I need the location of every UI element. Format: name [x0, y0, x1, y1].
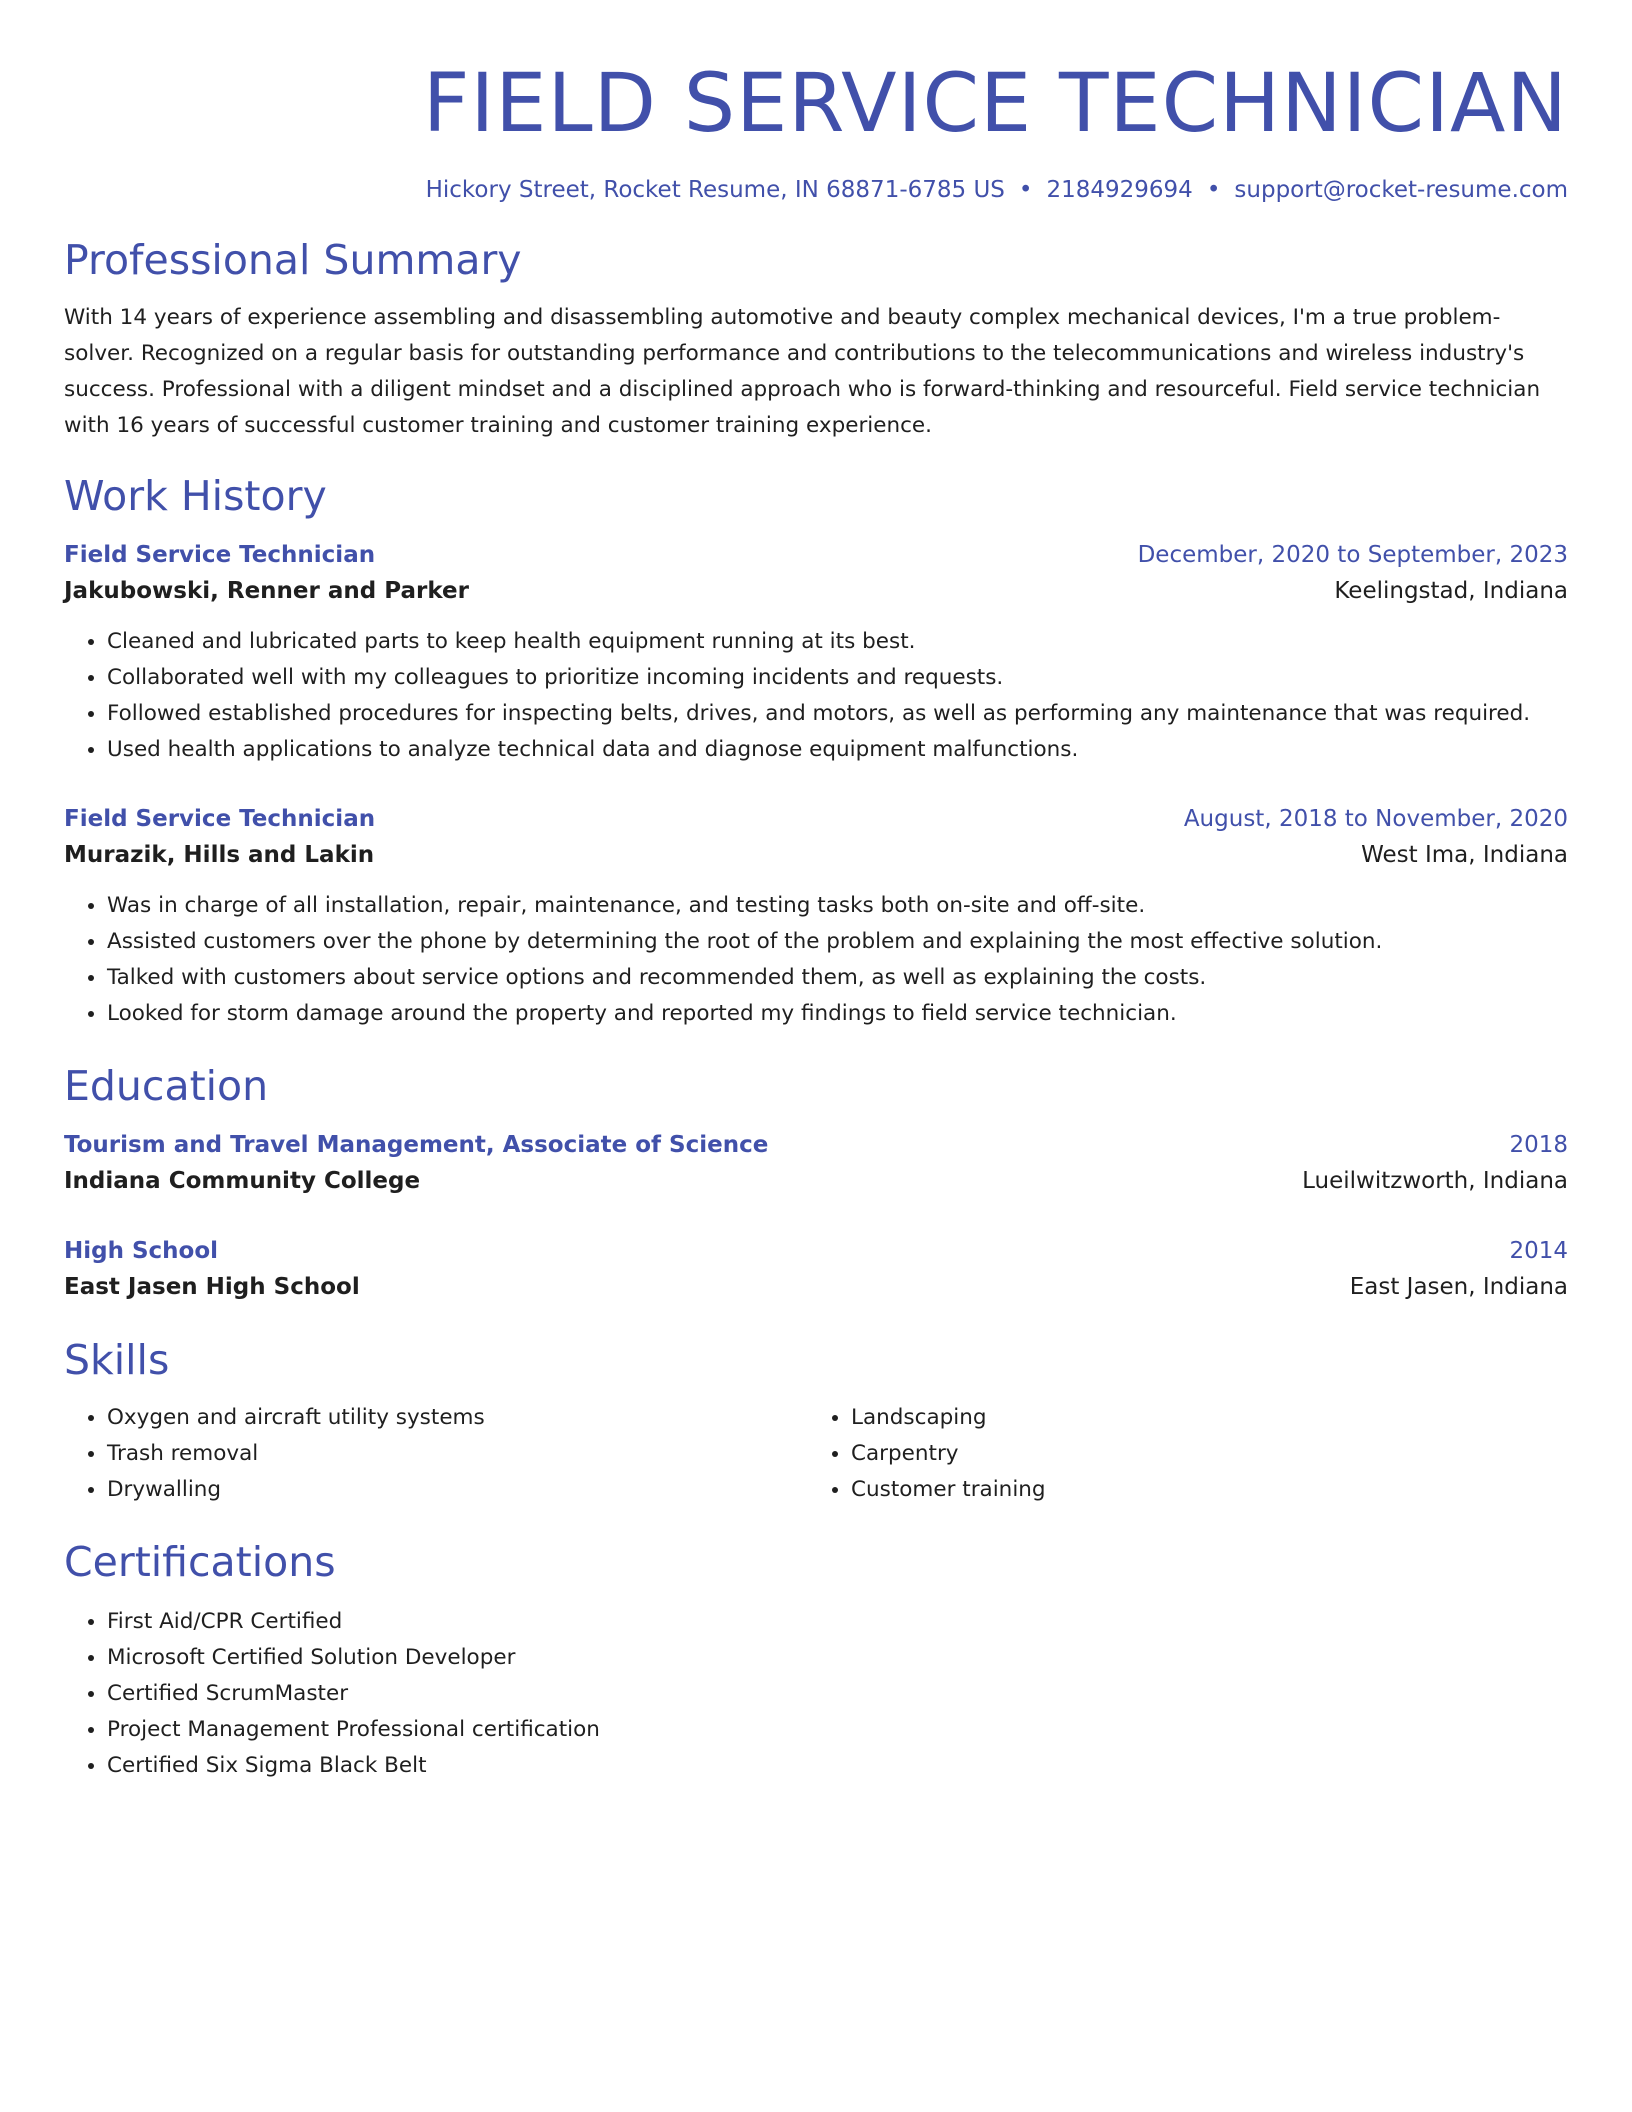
job-bullet: • Used health applications to analyze technical data and diagnose equipment malfunctions.	[107, 732, 1568, 768]
certifications-section	[64, 1534, 1568, 1784]
education-entry	[64, 1128, 1568, 1200]
education-school-row	[64, 1162, 1568, 1200]
education-location: Lueilwitzworth, Indiana	[1302, 1168, 1568, 1194]
certification-item: • Microsoft Certified Solution Developer	[107, 1640, 1568, 1676]
job-bullet: • Was in charge of all installation, repair, maintenance, and testing tasks both on-site and off-site.	[107, 888, 1568, 924]
contact-line	[64, 174, 1568, 206]
job-org-row	[64, 572, 1568, 610]
job-location: West Ima, Indiana	[1361, 842, 1568, 868]
certification-item: • Certified ScrumMaster	[107, 1676, 1568, 1712]
job-location: Keelingstad, Indiana	[1334, 578, 1568, 604]
education-year: 2018	[1509, 1132, 1568, 1158]
education-header-row	[64, 1128, 1568, 1162]
contact-address: Hickory Street, Rocket Resume, IN 68871-6785 US	[425, 177, 1005, 203]
job-bullets	[64, 888, 1568, 1032]
education-school: Indiana Community College	[64, 1168, 421, 1194]
skill-item: • Trash removal	[107, 1436, 808, 1472]
summary-text: With 14 years of experience assembling and disassembling automotive and beauty complex mechanical devices, I'm a true problem-solver. Recognized on a regular basis for outstanding performance and contributions to the telecommunications and wireless industry's success. Professional with a diligent mindset and a disciplined approach who is forward-thinking and resourceful. Field service technician with 16 years of successful customer training and customer training experience.	[64, 305, 1541, 438]
skills-list	[64, 1400, 808, 1508]
job-entry	[64, 802, 1568, 1032]
job-dates: August, 2018 to November, 2020	[1183, 806, 1568, 832]
education-degree: High School	[64, 1238, 219, 1264]
education-section	[64, 1058, 1568, 1306]
skills-section	[64, 1332, 1568, 1508]
job-bullet: • Cleaned and lubricated parts to keep health equipment running at its best.	[107, 624, 1568, 660]
contact-separator: •	[1206, 177, 1221, 203]
certification-item: • First Aid/CPR Certified	[107, 1604, 1568, 1640]
contact-phone: 2184929694	[1046, 177, 1193, 203]
skill-item: • Customer training	[851, 1472, 1552, 1508]
skill-item: • Carpentry	[851, 1436, 1552, 1472]
job-bullets	[64, 624, 1568, 768]
job-bullet: • Followed established procedures for inspecting belts, drives, and motors, as well as performing any maintenance that was required.	[107, 696, 1568, 732]
job-header-row	[64, 802, 1568, 836]
education-header-row	[64, 1234, 1568, 1268]
certifications-list	[64, 1604, 1568, 1784]
education-year: 2014	[1509, 1238, 1568, 1264]
job-title: Field Service Technician	[64, 806, 376, 832]
certification-item: • Certified Six Sigma Black Belt	[107, 1748, 1568, 1784]
job-org-row	[64, 836, 1568, 874]
education-entry	[64, 1234, 1568, 1306]
contact-email: support@rocket-resume.com	[1234, 177, 1568, 203]
job-bullet: • Assisted customers over the phone by determining the root of the problem and explaining the most effective solution.	[107, 924, 1568, 960]
job-company: Murazik, Hills and Lakin	[64, 842, 375, 868]
work-history-section	[64, 468, 1568, 1032]
resume-header	[64, 0, 1568, 206]
contact-separator: •	[1018, 177, 1033, 203]
skill-item: • Drywalling	[107, 1472, 808, 1508]
resume-title: FIELD SERVICE TECHNICIAN	[422, 57, 1568, 151]
skill-item: • Oxygen and aircraft utility systems	[107, 1400, 808, 1436]
skill-item: • Landscaping	[851, 1400, 1552, 1436]
job-company: Jakubowski, Renner and Parker	[64, 578, 469, 604]
skills-column-left	[64, 1400, 808, 1508]
job-dates: December, 2020 to September, 2023	[1137, 542, 1568, 568]
education-school-row	[64, 1268, 1568, 1306]
job-bullet: • Looked for storm damage around the property and reported my findings to field service technician.	[107, 996, 1568, 1032]
job-bullet: • Collaborated well with my colleagues to prioritize incoming incidents and requests.	[107, 660, 1568, 696]
job-entry	[64, 538, 1568, 768]
job-title: Field Service Technician	[64, 542, 376, 568]
skills-column-right	[808, 1400, 1552, 1508]
skills-heading: Skills	[64, 1336, 170, 1384]
education-heading: Education	[64, 1062, 269, 1110]
resume-page	[64, 0, 1568, 1784]
work-history-heading: Work History	[64, 472, 327, 520]
summary-section	[64, 232, 1568, 444]
summary-heading: Professional Summary	[64, 236, 522, 284]
skills-grid	[64, 1400, 1568, 1508]
education-location: East Jasen, Indiana	[1349, 1274, 1568, 1300]
job-header-row	[64, 538, 1568, 572]
skills-list	[808, 1400, 1552, 1508]
education-degree: Tourism and Travel Management, Associate of Science	[64, 1132, 769, 1158]
certifications-heading: Certifications	[64, 1538, 336, 1586]
education-school: East Jasen High School	[64, 1274, 360, 1300]
certification-item: • Project Management Professional certification	[107, 1712, 1568, 1748]
job-bullet: • Talked with customers about service options and recommended them, as well as explaining the costs.	[107, 960, 1568, 996]
